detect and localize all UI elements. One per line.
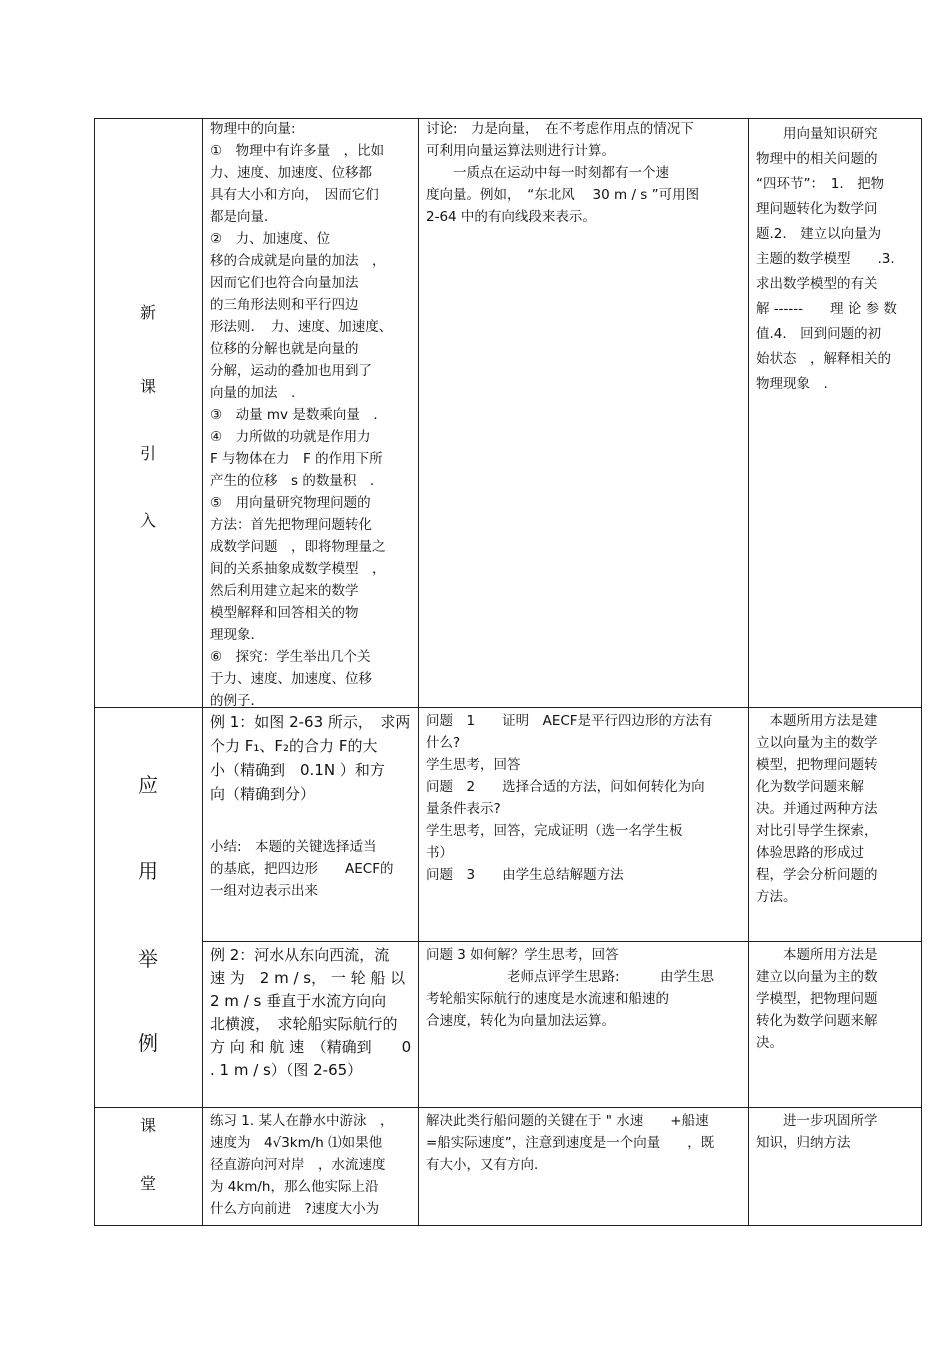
section-char: 应: [138, 773, 158, 797]
exercise-content: 练习 1. 某人在静水中游泳 ， 速度为 4√3km/h ⑴如果他 径直游向河对岸 ，水流速度 为 4km/h，那么他实际上沿 什么方向前进 ?速度大小为: [210, 1113, 394, 1217]
section-char: 堂: [139, 1174, 156, 1193]
section-label-classroom: [94, 1107, 202, 1225]
section-char: 课: [139, 377, 156, 396]
example-2-problem: 例 2：河水从东向西流，流 速 为 2 m / s， 一 轮 船 以 2 m / s 垂直于水流方向向 北横渡， 求轮船实际航行的 方 向 和 航 速 （精确到 0 . 1 m / s）（图 2-65）: [210, 946, 412, 1079]
teaching-activity-cell: 讨论: 力是向量， 在不考虑作用点的情况下 可利用向量运算法则进行计算。 一质点在运动中每一时刻都有一个速 度向量。例如， “东北风 30 m / s ”可用图 2-64 中的有向线段来表示。: [426, 121, 700, 225]
example-2-activity: 问题 3 如何解？学生思考，回答 老师点评学生思路: 由学生思 考轮船实际航行的速度是水流速和船速的 合速度，转化为向量加法运算。: [426, 947, 715, 1029]
table-border-right: [921, 118, 922, 1226]
exercise-intent: 进一步巩固所学 知识，归纳方法: [756, 1113, 878, 1151]
section-label-new-lesson: [94, 118, 202, 707]
example-1-problem: 例 1：如图 2-63 所示， 求两 个力 F₁、F₂的合力 F的大 小（精确到 0.1N ）和方 向（精确到分）: [210, 713, 411, 803]
table-border-bottom: [94, 1225, 922, 1226]
section-char: 新: [139, 303, 156, 322]
teaching-content-cell: 物理中的向量: ① 物理中有许多量 ，比如 力、速度、加速度、位移都 具有大小和方向， 因而它们 都是向量． ② 力、加速度、位 移的合成就是向量的加法 ， 因而它们也符合向量加法 的三角形法则和平行四边 形法则． 力、速度、加速度、 位移的分解也就是向量的 分解，运动的叠加也用到了 向量的加法 . ③ 动量 mv 是数乘向量 . ④ 力所做的功就是作用力 F 与物体在力 F 的作用下所 产生的位移 s 的数量积 . ⑤ 用向量研究物理问题的 方法：首先把物理问题转化 成数学问题 ，即将物理量之 间的关系抽象成数学模型 ， 然后利用建立起来的数学 模型解释和回答相关的物 理现象． ⑥ 探究：学生举出几个关 于力、速度、加速度、位移 的例子．: [210, 121, 393, 709]
design-intent-cell: 用向量知识研究 物理中的相关问题的 “四环节”： 1. 把物 理问题转化为数学问 题.2. 建立以向量为 主题的数学模型 .3. 求出数学模型的有关 解 ------ 理 论 参 数 值.4. 回到问题的初 始状态 ，解释相关的 物理现象 .: [756, 126, 897, 392]
example-1-summary: 小结: 本题的关键选择适当 的基底，把四边形 AECF的 一组对边表示出来: [210, 839, 394, 899]
lesson-plan-table: [94, 118, 922, 1226]
section-char: 入: [139, 511, 156, 530]
example-1-intent: 本题所用方法是建 立以向量为主的数学 模型，把物理问题转 化为数学问题来解 决。并通过两种方法 对比引导学生探索， 体验思路的形成过 程，学会分析问题的 方法。: [756, 713, 878, 905]
exercise-activity: 解决此类行船问题的关键在于 " 水速 +船速 =船实际速度”，注意到速度是一个向量 ，既 有大小，又有方向．: [426, 1113, 715, 1173]
column-divider: [202, 118, 203, 1226]
example-1-activity: 问题 1 证明 AECF是平行四边形的方法有 什么? 学生思考，回答 问题 2 选择合适的方法，问如何转化为向 量条件表示? 学生思考，回答，完成证明（选一名学生板 书） 问题 3 由学生总结解题方法: [426, 713, 713, 883]
example-2-intent: 本题所用方法是 建立以向量为主的数 学模型，把物理问题 转化为数学问题来解 决。: [756, 947, 878, 1051]
section-label-application-examples: [94, 707, 202, 1107]
row-divider: [202, 941, 922, 942]
section-char: 例: [138, 1031, 158, 1055]
column-divider: [418, 118, 419, 1226]
section-char: 课: [139, 1116, 156, 1135]
column-divider: [748, 118, 749, 1226]
section-char: 用: [138, 859, 158, 883]
section-char: 举: [138, 947, 158, 971]
row-divider: [94, 1107, 922, 1108]
section-char: 引: [139, 444, 156, 463]
